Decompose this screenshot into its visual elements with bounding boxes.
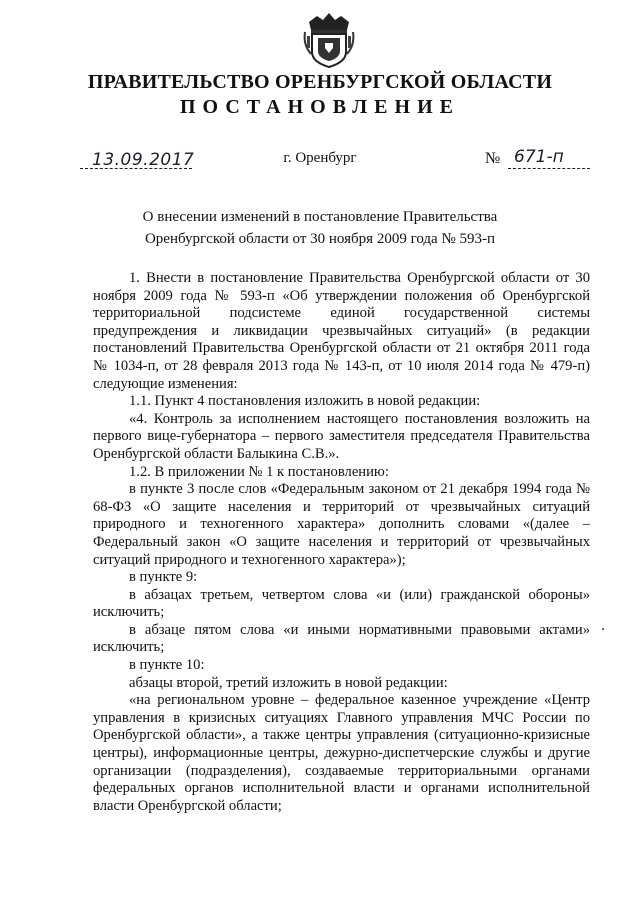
paragraph: в абзаце пятом слова «и иными нормативными правовыми актами» исключить; bbox=[93, 621, 590, 656]
paragraph: в пункте 10: bbox=[129, 657, 205, 674]
paragraph: 1.2. В приложении № 1 к постановлению: bbox=[129, 463, 389, 480]
government-title: ПРАВИТЕЛЬСТВО ОРЕНБУРГСКОЙ ОБЛАСТИ bbox=[87, 71, 553, 93]
number-underline bbox=[508, 168, 590, 169]
document-body bbox=[93, 270, 590, 815]
paragraph: в абзацах третьем, четвертом слова «и (или) гражданской обороны» исключить; bbox=[93, 586, 590, 621]
paragraph: 1.1. Пункт 4 постановления изложить в новой редакции: bbox=[129, 393, 481, 410]
number-label: № bbox=[485, 150, 501, 167]
paragraph: в пункте 3 после слов «Федеральным законом от 21 декабря 1994 года № 68-ФЗ «О защите населения и территорий от чрезвычайных ситуаций природного и техногенного характера» дополнить словами «(далее – Федеральный закон «О защите населения и территорий от чрезвычайных ситуаций природного и техногенного характера»); bbox=[93, 481, 590, 568]
paragraph: в пункте 9: bbox=[129, 569, 198, 586]
paragraph: «на региональном уровне – федеральное казенное учреждение «Центр управления в кризисных ситуациях Главного управления МЧС России по Оренбургской области», а также центры управления (ситуационно-кризисные центры), информационные центры, дежурно-диспетчерские службы и другие организации (подразделения), создаваемые территориальными органами федеральных органов исполнительной власти и органами исполнительной власти Оренбургской области; bbox=[93, 692, 590, 814]
document-type: ПОСТАНОВЛЕНИЕ bbox=[180, 96, 460, 118]
subject-line: Оренбургской области от 30 ноября 2009 года № 593-п bbox=[144, 231, 496, 247]
subject-line: О внесении изменений в постановление Правительства bbox=[142, 209, 498, 225]
document-date: 13.09.2017 bbox=[92, 150, 195, 170]
document-number: 671-п bbox=[514, 147, 564, 167]
oblast-coat-of-arms-icon bbox=[303, 10, 355, 68]
date-underline bbox=[80, 168, 192, 169]
paragraph: 1. Внести в постановление Правительства Оренбургской области от 30 ноября 2009 года № 593-п «Об утверждении положения об Оренбургской территориальной подсистеме единой государственной системы предупреждения и ликвидации чрезвычайных ситуаций» (в редакции постановлений Правительства Оренбургской области от 21 октября 2011 года № 1034-п, от 28 февраля 2013 года № 143-п, от 10 июля 2014 года № 479-п) следующие изменения: bbox=[93, 270, 590, 392]
document-subject bbox=[0, 206, 640, 250]
paragraph: абзацы второй, третий изложить в новой редакции: bbox=[129, 674, 448, 691]
document-city: г. Оренбург bbox=[283, 150, 357, 166]
scan-speck bbox=[602, 628, 604, 630]
paragraph: «4. Контроль за исполнением настоящего постановления возложить на первого вице-губернатора – первого заместителя председателя Правительства Оренбургской области Балыкина С.В.». bbox=[93, 410, 590, 462]
